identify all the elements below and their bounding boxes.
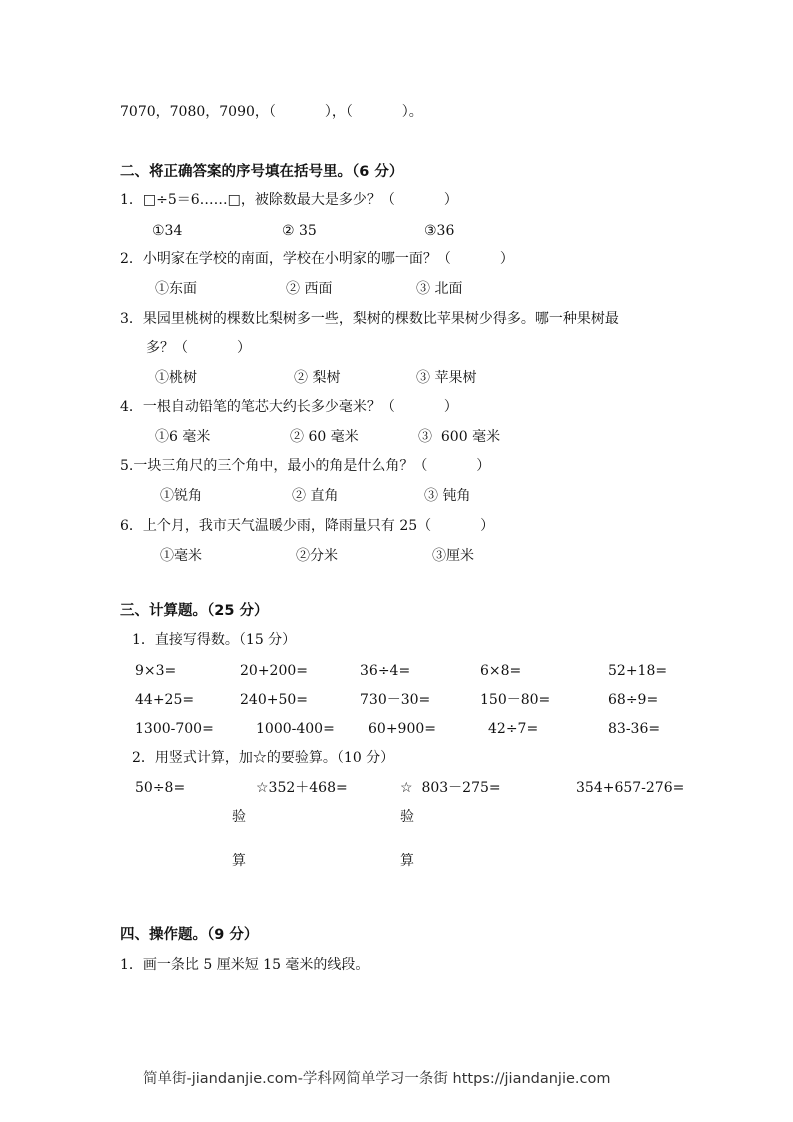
section2-title: 二、将正确答案的序号填在括号里。（6 分）: [120, 164, 404, 180]
calc-item: 60+900=: [368, 721, 436, 737]
section3-title: 三、计算题。（25 分）: [120, 603, 269, 619]
vertical-calc-item: 354+657-276=: [576, 780, 685, 796]
vertical-calc-item: ☆352＋468=: [256, 780, 348, 796]
q3-option-1: ①桃树: [155, 370, 197, 386]
q6-option-3: ③厘米: [432, 548, 474, 564]
q2-option-1: ①东面: [155, 281, 197, 297]
calc-item: 52+18=: [608, 663, 668, 679]
q4-option-3: ③ 600 毫米: [418, 429, 501, 445]
q1-text: 1．□÷5＝6……□，被除数最大是多少？（ ）: [120, 192, 458, 208]
section4-q1: 1．画一条比 5 厘米短 15 毫米的线段。: [120, 957, 370, 973]
calc-item: 20+200=: [240, 663, 308, 679]
vertical-calc-item: ☆ 803－275=: [400, 780, 501, 796]
calc-sub1-title: 1．直接写得数。（15 分）: [132, 632, 297, 648]
calc-sub2-title: 2．用竖式计算，加☆的要验算。（10 分）: [132, 750, 395, 766]
q2-option-2: ② 西面: [286, 281, 333, 297]
q4-option-1: ①6 毫米: [155, 429, 211, 445]
calc-item: 730－30=: [360, 692, 431, 708]
q5-text: 5.一块三角尺的三个角中，最小的角是什么角？（ ）: [120, 458, 491, 474]
calc-item: 36÷4=: [360, 663, 411, 679]
q2-text: 2．小明家在学校的南面，学校在小明家的哪一面？（ ）: [120, 251, 514, 267]
check-label: 算: [232, 853, 246, 869]
section4-title: 四、操作题。（9 分）: [120, 927, 259, 943]
q3-text: 3．果园里桃树的棵数比梨树多一些，梨树的棵数比苹果树少得多。哪一种果树最: [120, 311, 619, 327]
page-footer: 简单街-jiandanjie.com-学科网简单学习一条街 https://jiandanjie.com: [143, 1071, 611, 1087]
calc-item: 1300-700=: [135, 721, 214, 737]
calc-item: 44+25=: [135, 692, 195, 708]
q3-option-3: ③ 苹果树: [416, 370, 477, 386]
q3-text-continued: 多？（ ）: [146, 340, 251, 356]
q1-option-3: ③36: [424, 223, 455, 239]
q1-option-1: ①34: [152, 223, 183, 239]
calc-item: 42÷7=: [488, 721, 539, 737]
q2-option-3: ③ 北面: [416, 281, 463, 297]
q6-option-1: ①毫米: [160, 548, 202, 564]
calc-item: 9×3=: [135, 663, 177, 679]
q5-option-3: ③ 钝角: [424, 488, 471, 504]
q3-option-2: ② 梨树: [294, 370, 341, 386]
calc-item: 6×8=: [480, 663, 522, 679]
check-label: 验: [400, 809, 414, 825]
q1-option-2: ② 35: [282, 223, 317, 239]
q6-text: 6．上个月，我市天气温暖少雨，降雨量只有 25（ ）: [120, 518, 495, 534]
calc-item: 1000-400=: [256, 721, 335, 737]
vertical-calc-item: 50÷8=: [135, 780, 186, 796]
calc-item: 68÷9=: [608, 692, 659, 708]
sequence-question: 7070，7080，7090，（ ），（ ）。: [120, 104, 423, 120]
check-label: 验: [232, 809, 246, 825]
calc-item: 240+50=: [240, 692, 308, 708]
calc-item: 83-36=: [608, 721, 661, 737]
calc-item: 150－80=: [480, 692, 551, 708]
q4-option-2: ② 60 毫米: [290, 429, 359, 445]
check-label: 算: [400, 853, 414, 869]
q4-text: 4．一根自动铅笔的笔芯大约长多少毫米？（ ）: [120, 399, 458, 415]
q6-option-2: ②分米: [296, 548, 338, 564]
q5-option-1: ①锐角: [160, 488, 202, 504]
q5-option-2: ② 直角: [292, 488, 339, 504]
